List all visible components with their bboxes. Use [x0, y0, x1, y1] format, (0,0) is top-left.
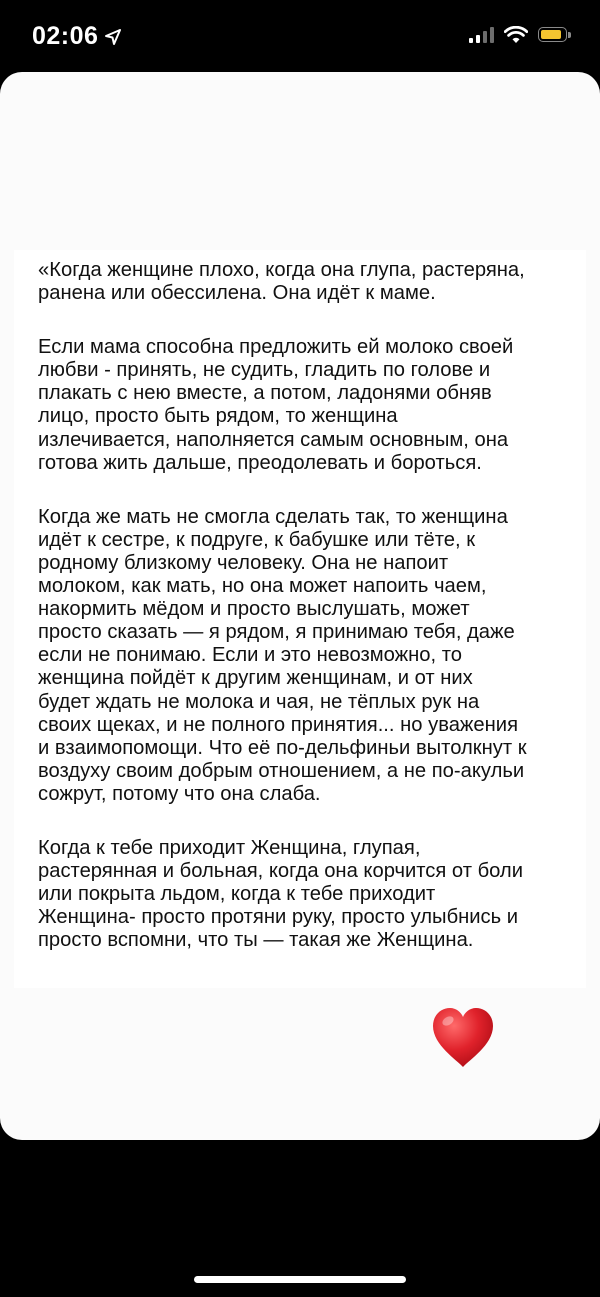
- paragraph-4: Когда к тебе приходит Женщина, глупая, растерянная и больная, когда она корчится от боли или покрыта льдом, когда к тебе приходит Женщина- просто протяни руку, просто улыбнись и просто вспомни, что ты — такая же Женщина.: [38, 836, 523, 952]
- wifi-icon: [504, 26, 528, 44]
- home-indicator[interactable]: [194, 1276, 406, 1283]
- cellular-signal-icon: [469, 27, 494, 43]
- status-time-group: [32, 22, 122, 51]
- red-heart-icon[interactable]: [430, 1005, 496, 1071]
- battery-icon: [538, 27, 572, 44]
- status-bar: [0, 0, 600, 72]
- location-arrow-icon: [104, 28, 122, 46]
- paragraph-3: Когда же мать не смогла сделать так, то женщина идёт к сестре, к подруге, к бабушке или тёте, к родному близкому человеку. Она не напоит молоком, как мать, но она может напоить чаем, накормить мёдом и просто выслушать, может просто сказать — я рядом, я принимаю тебя, даже если не понимаю. Если и это невозможно, то женщина пойдёт к другим женщинам, и от них будет ждать не молока и чая, не тёплых рук на своих щеках, и не полного принятия... но уважения и взаимопомощи. Что её по-дельфиньи вытолкнут к воздуху своим добрым отношением, а не по-акульи сожрут, потому что она слаба.: [38, 505, 527, 805]
- story-text: [38, 259, 568, 983]
- paragraph-1: «Когда женщине плохо, когда она глупа, растеряна, ранена или обессилена. Она идёт к маме.: [38, 259, 525, 305]
- paragraph-2: Если мама способна предложить ей молоко своей любви - принять, не судить, гладить по голове и плакать с нею вместе, а потом, ладонями обняв лицо, просто быть рядом, то женщина излечивается, наполняется самым основным, она готова жить дальше, преодолевать и бороться.: [38, 336, 514, 474]
- status-indicators: [469, 26, 572, 44]
- status-time: 02:06: [32, 22, 99, 50]
